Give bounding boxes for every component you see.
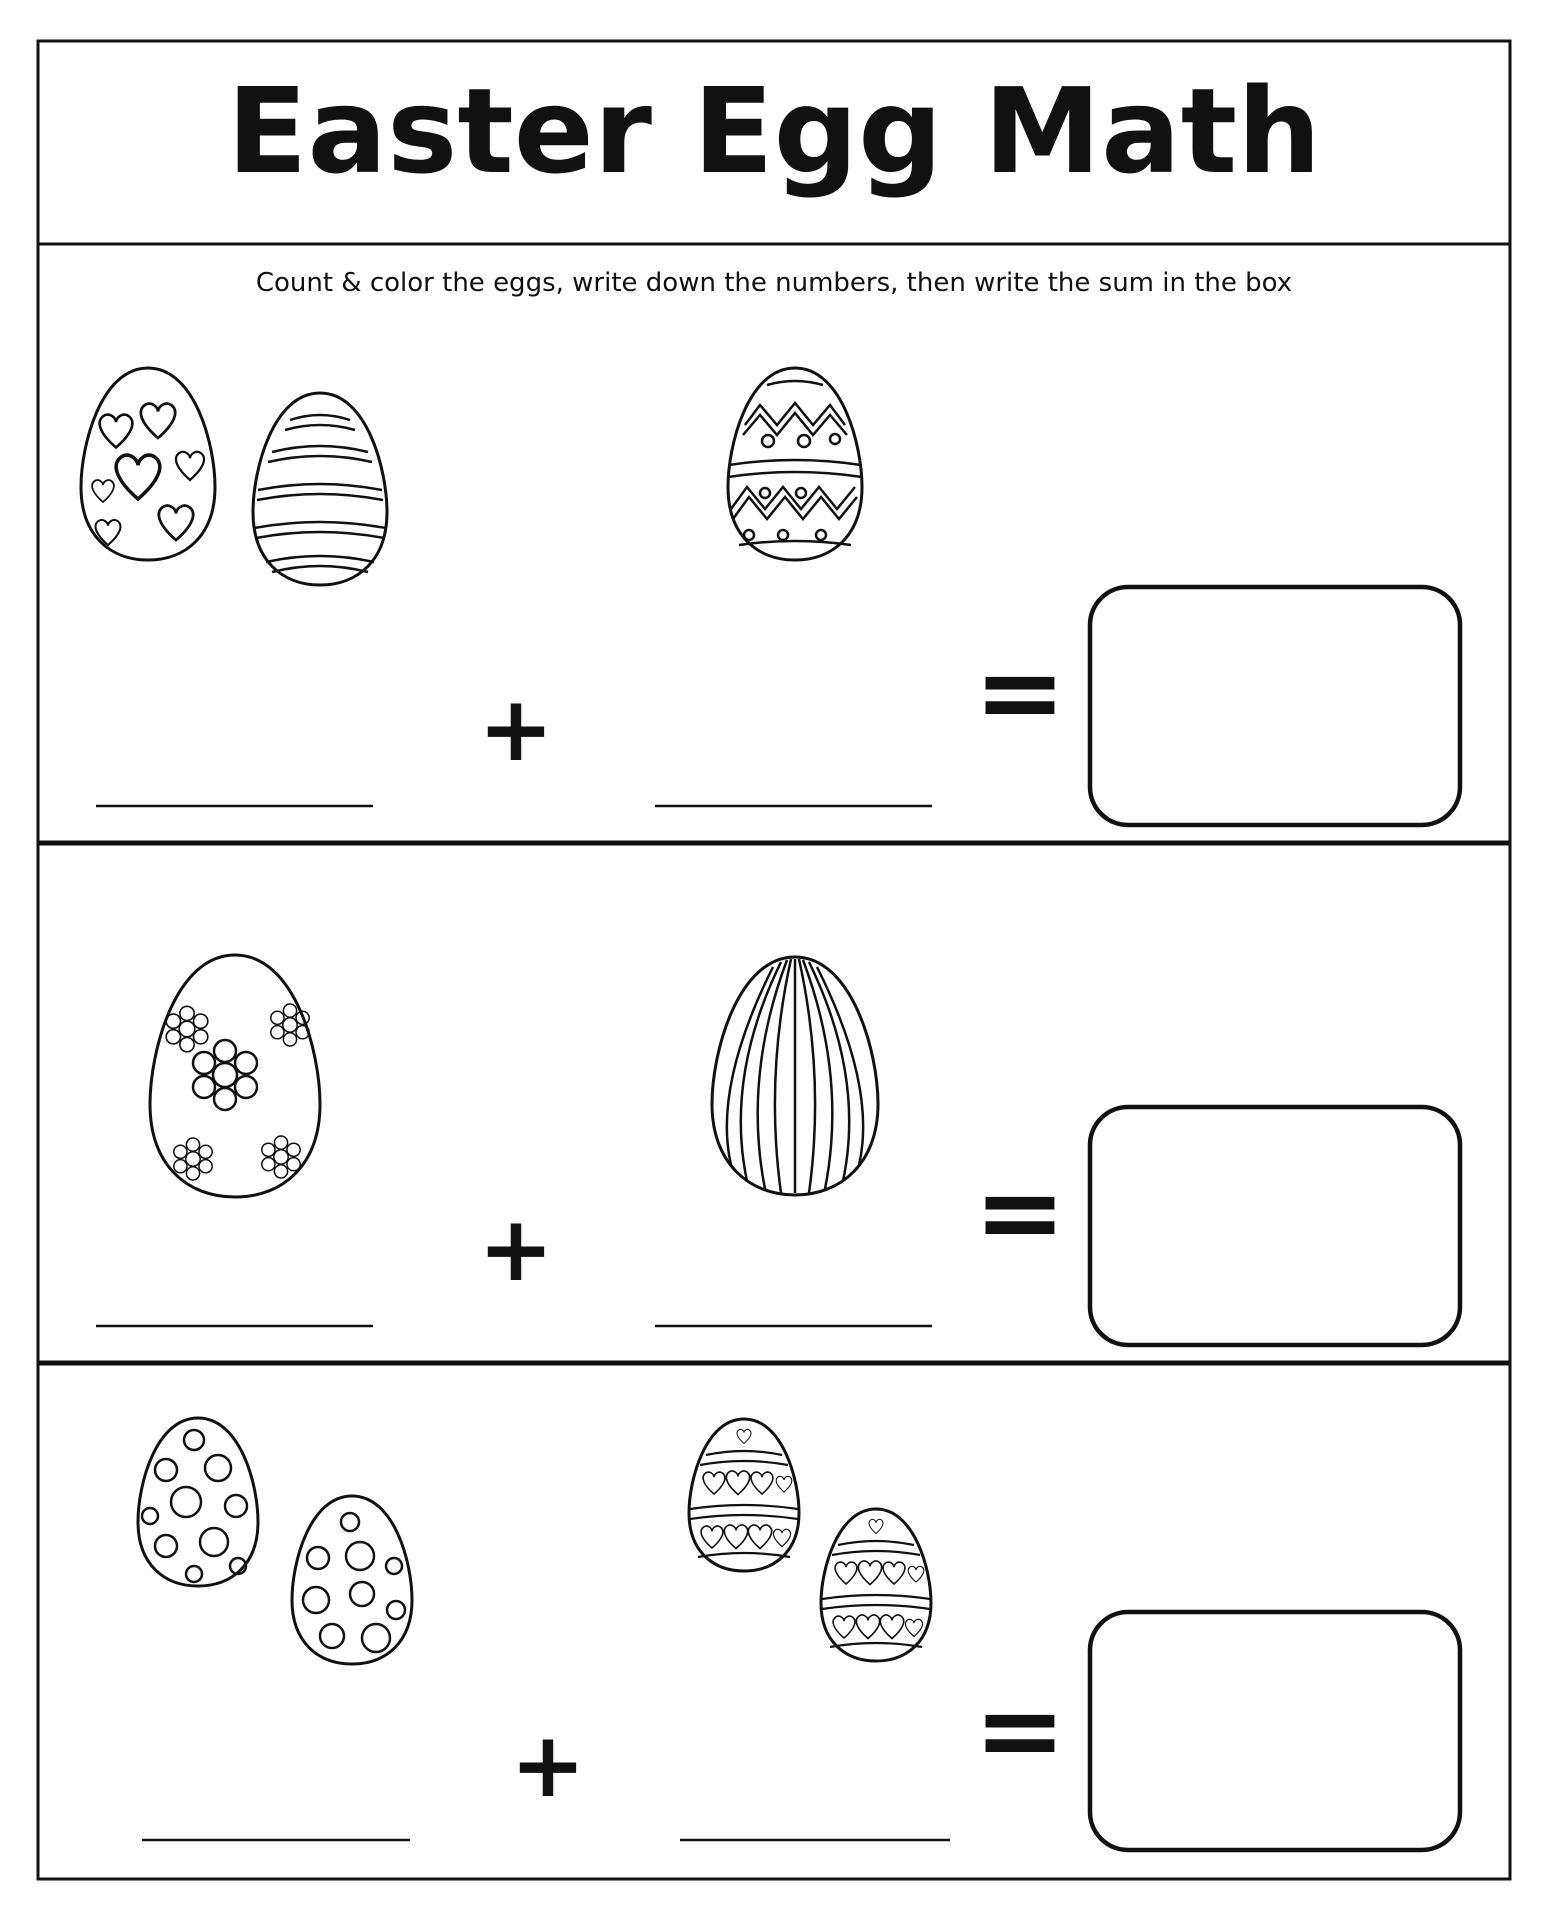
egg-flowers	[150, 955, 320, 1197]
sum-box[interactable]	[1090, 1612, 1460, 1850]
instructions: Count & color the eggs, write down the numbers, then write the sum in the box	[255, 268, 1293, 298]
egg-stripes	[253, 393, 387, 585]
plus-sign: +	[510, 1713, 586, 1818]
problem-3	[138, 1418, 1460, 1850]
egg-circles	[138, 1418, 258, 1586]
egg-hearts	[81, 368, 215, 560]
egg-waves	[728, 368, 862, 560]
equals-sign: =	[973, 628, 1067, 756]
problem-1	[81, 368, 1460, 825]
problem-2	[96, 955, 1460, 1345]
egg-vertical-stripes	[712, 957, 878, 1195]
equals-sign: =	[973, 1148, 1067, 1276]
plus-sign: +	[478, 677, 554, 782]
page-title: Easter Egg Math	[226, 62, 1322, 200]
sum-box[interactable]	[1090, 1107, 1460, 1345]
equals-sign: =	[973, 1666, 1067, 1794]
egg-circles	[292, 1496, 412, 1664]
egg-heart-bands	[689, 1419, 799, 1571]
sum-box[interactable]	[1090, 587, 1460, 825]
egg-heart-bands	[821, 1509, 931, 1661]
plus-sign: +	[478, 1197, 554, 1302]
